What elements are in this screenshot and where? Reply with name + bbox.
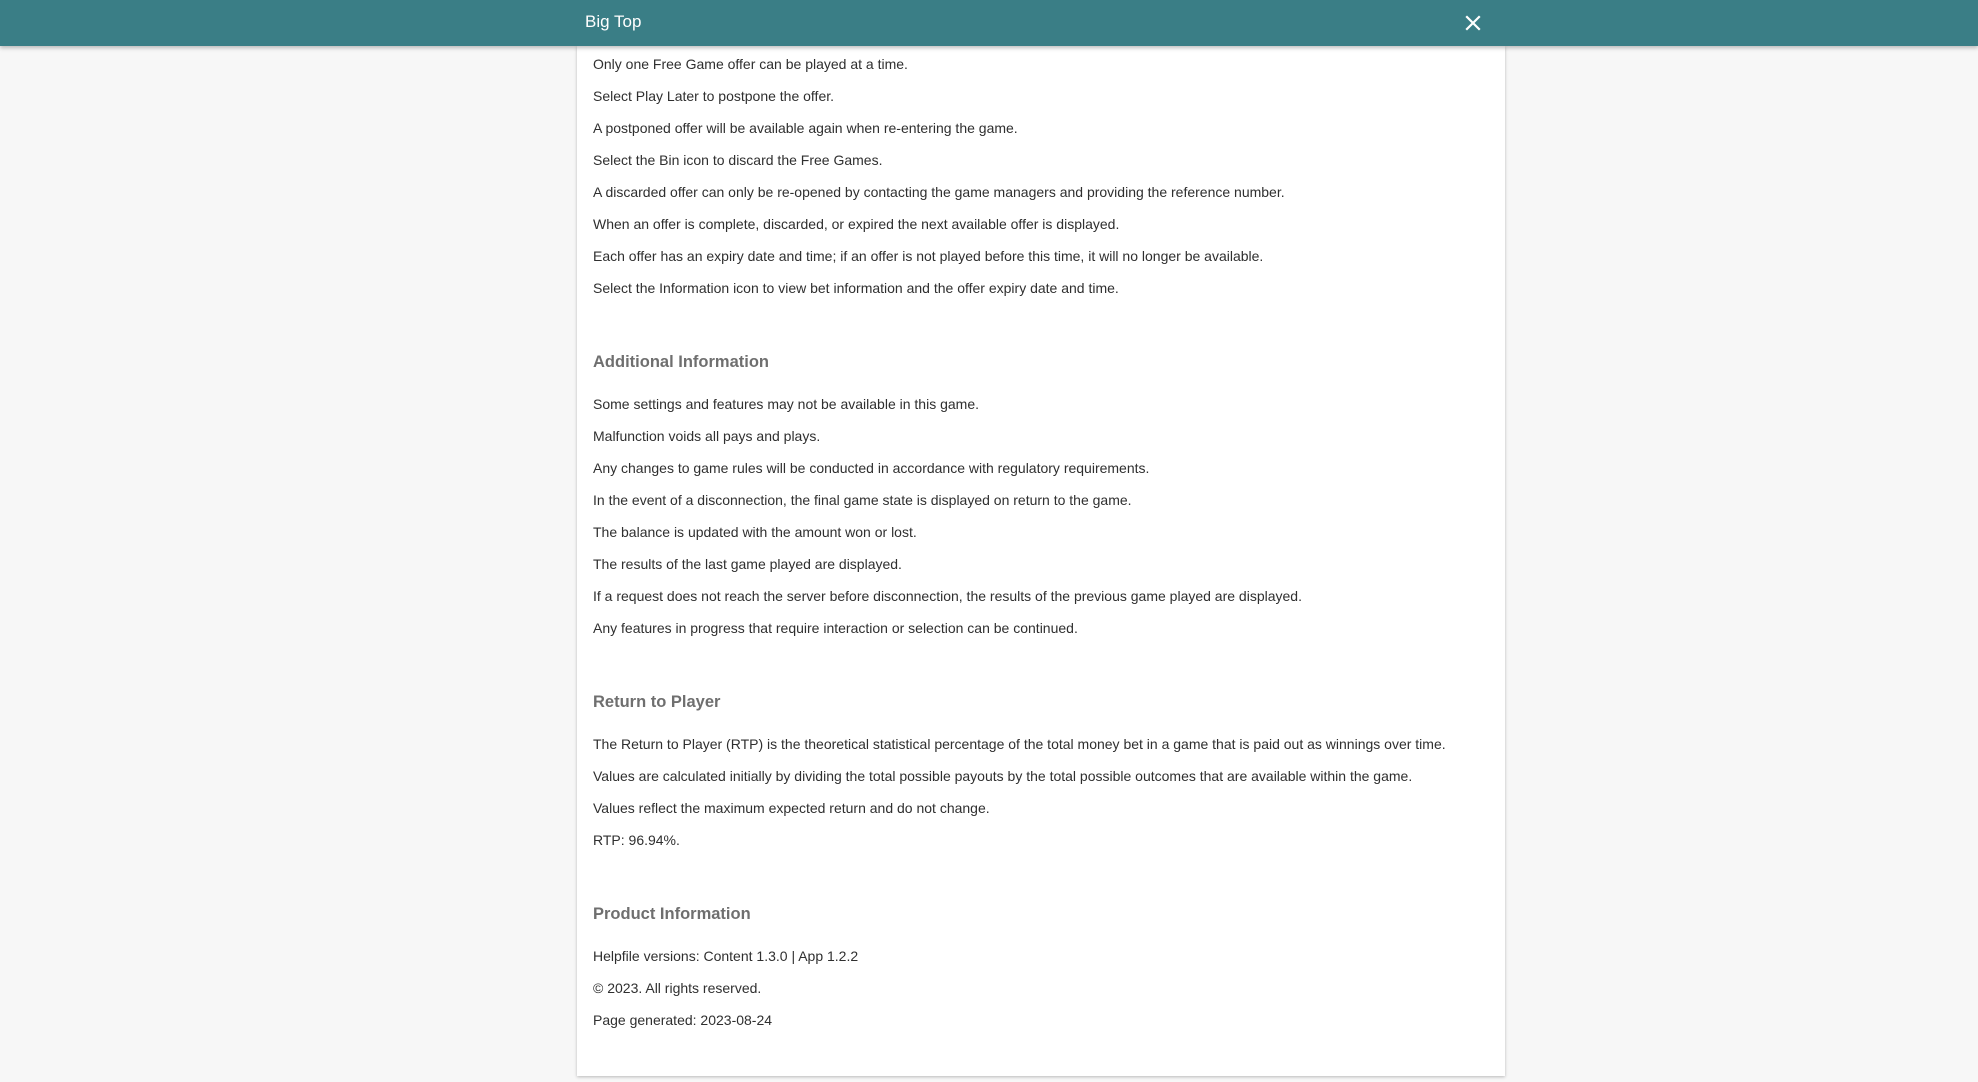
free-games-line: A discarded offer can only be re-opened by contacting the game managers and providing the reference number. <box>593 184 1285 200</box>
section-heading-additional-information: Additional Information <box>593 353 769 371</box>
helpfile-versions: Helpfile versions: Content 1.3.0 | App 1.2.2 <box>593 948 859 964</box>
header-bar <box>0 0 1978 46</box>
free-games-line: Only one Free Game offer can be played at a time. <box>593 56 908 72</box>
rtp-line: Values are calculated initially by dividing the total possible payouts by the total possible outcomes that are available within the game. <box>593 768 1413 784</box>
additional-info-line: Any changes to game rules will be conducted in accordance with regulatory requirements. <box>593 460 1150 476</box>
close-icon <box>1465 15 1481 31</box>
rtp-line: The Return to Player (RTP) is the theoretical statistical percentage of the total money bet in a game that is paid out as winnings over time. <box>593 736 1446 752</box>
close-button[interactable] <box>1460 10 1486 36</box>
rtp-value: RTP: 96.94%. <box>593 832 680 848</box>
additional-info-line: The balance is updated with the amount won or lost. <box>593 524 917 540</box>
additional-info-line: If a request does not reach the server before disconnection, the results of the previous game played are displayed. <box>593 588 1302 604</box>
section-heading-product-information: Product Information <box>593 905 751 923</box>
section-heading-return-to-player: Return to Player <box>593 693 721 711</box>
additional-info-line: Any features in progress that require interaction or selection can be continued. <box>593 620 1078 636</box>
free-games-line: A postponed offer will be available again when re-entering the game. <box>593 120 1018 136</box>
additional-info-line: Some settings and features may not be available in this game. <box>593 396 979 412</box>
free-games-line: Each offer has an expiry date and time; if an offer is not played before this time, it will no longer be available. <box>593 248 1264 264</box>
free-games-line: Select the Bin icon to discard the Free Games. <box>593 152 883 168</box>
additional-info-line: In the event of a disconnection, the final game state is displayed on return to the game. <box>593 492 1132 508</box>
free-games-line: When an offer is complete, discarded, or expired the next available offer is displayed. <box>593 216 1120 232</box>
copyright: © 2023. All rights reserved. <box>593 980 762 996</box>
page-generated-date: Page generated: 2023-08-24 <box>593 1012 773 1028</box>
additional-info-line: Malfunction voids all pays and plays. <box>593 428 821 444</box>
free-games-line: Select the Information icon to view bet information and the offer expiry date and time. <box>593 280 1119 296</box>
additional-info-line: The results of the last game played are displayed. <box>593 556 902 572</box>
page-title: Big Top <box>585 12 642 31</box>
rtp-line: Values reflect the maximum expected return and do not change. <box>593 800 990 816</box>
help-panel[interactable] <box>577 46 1505 1076</box>
free-games-line: Select Play Later to postpone the offer. <box>593 88 835 104</box>
